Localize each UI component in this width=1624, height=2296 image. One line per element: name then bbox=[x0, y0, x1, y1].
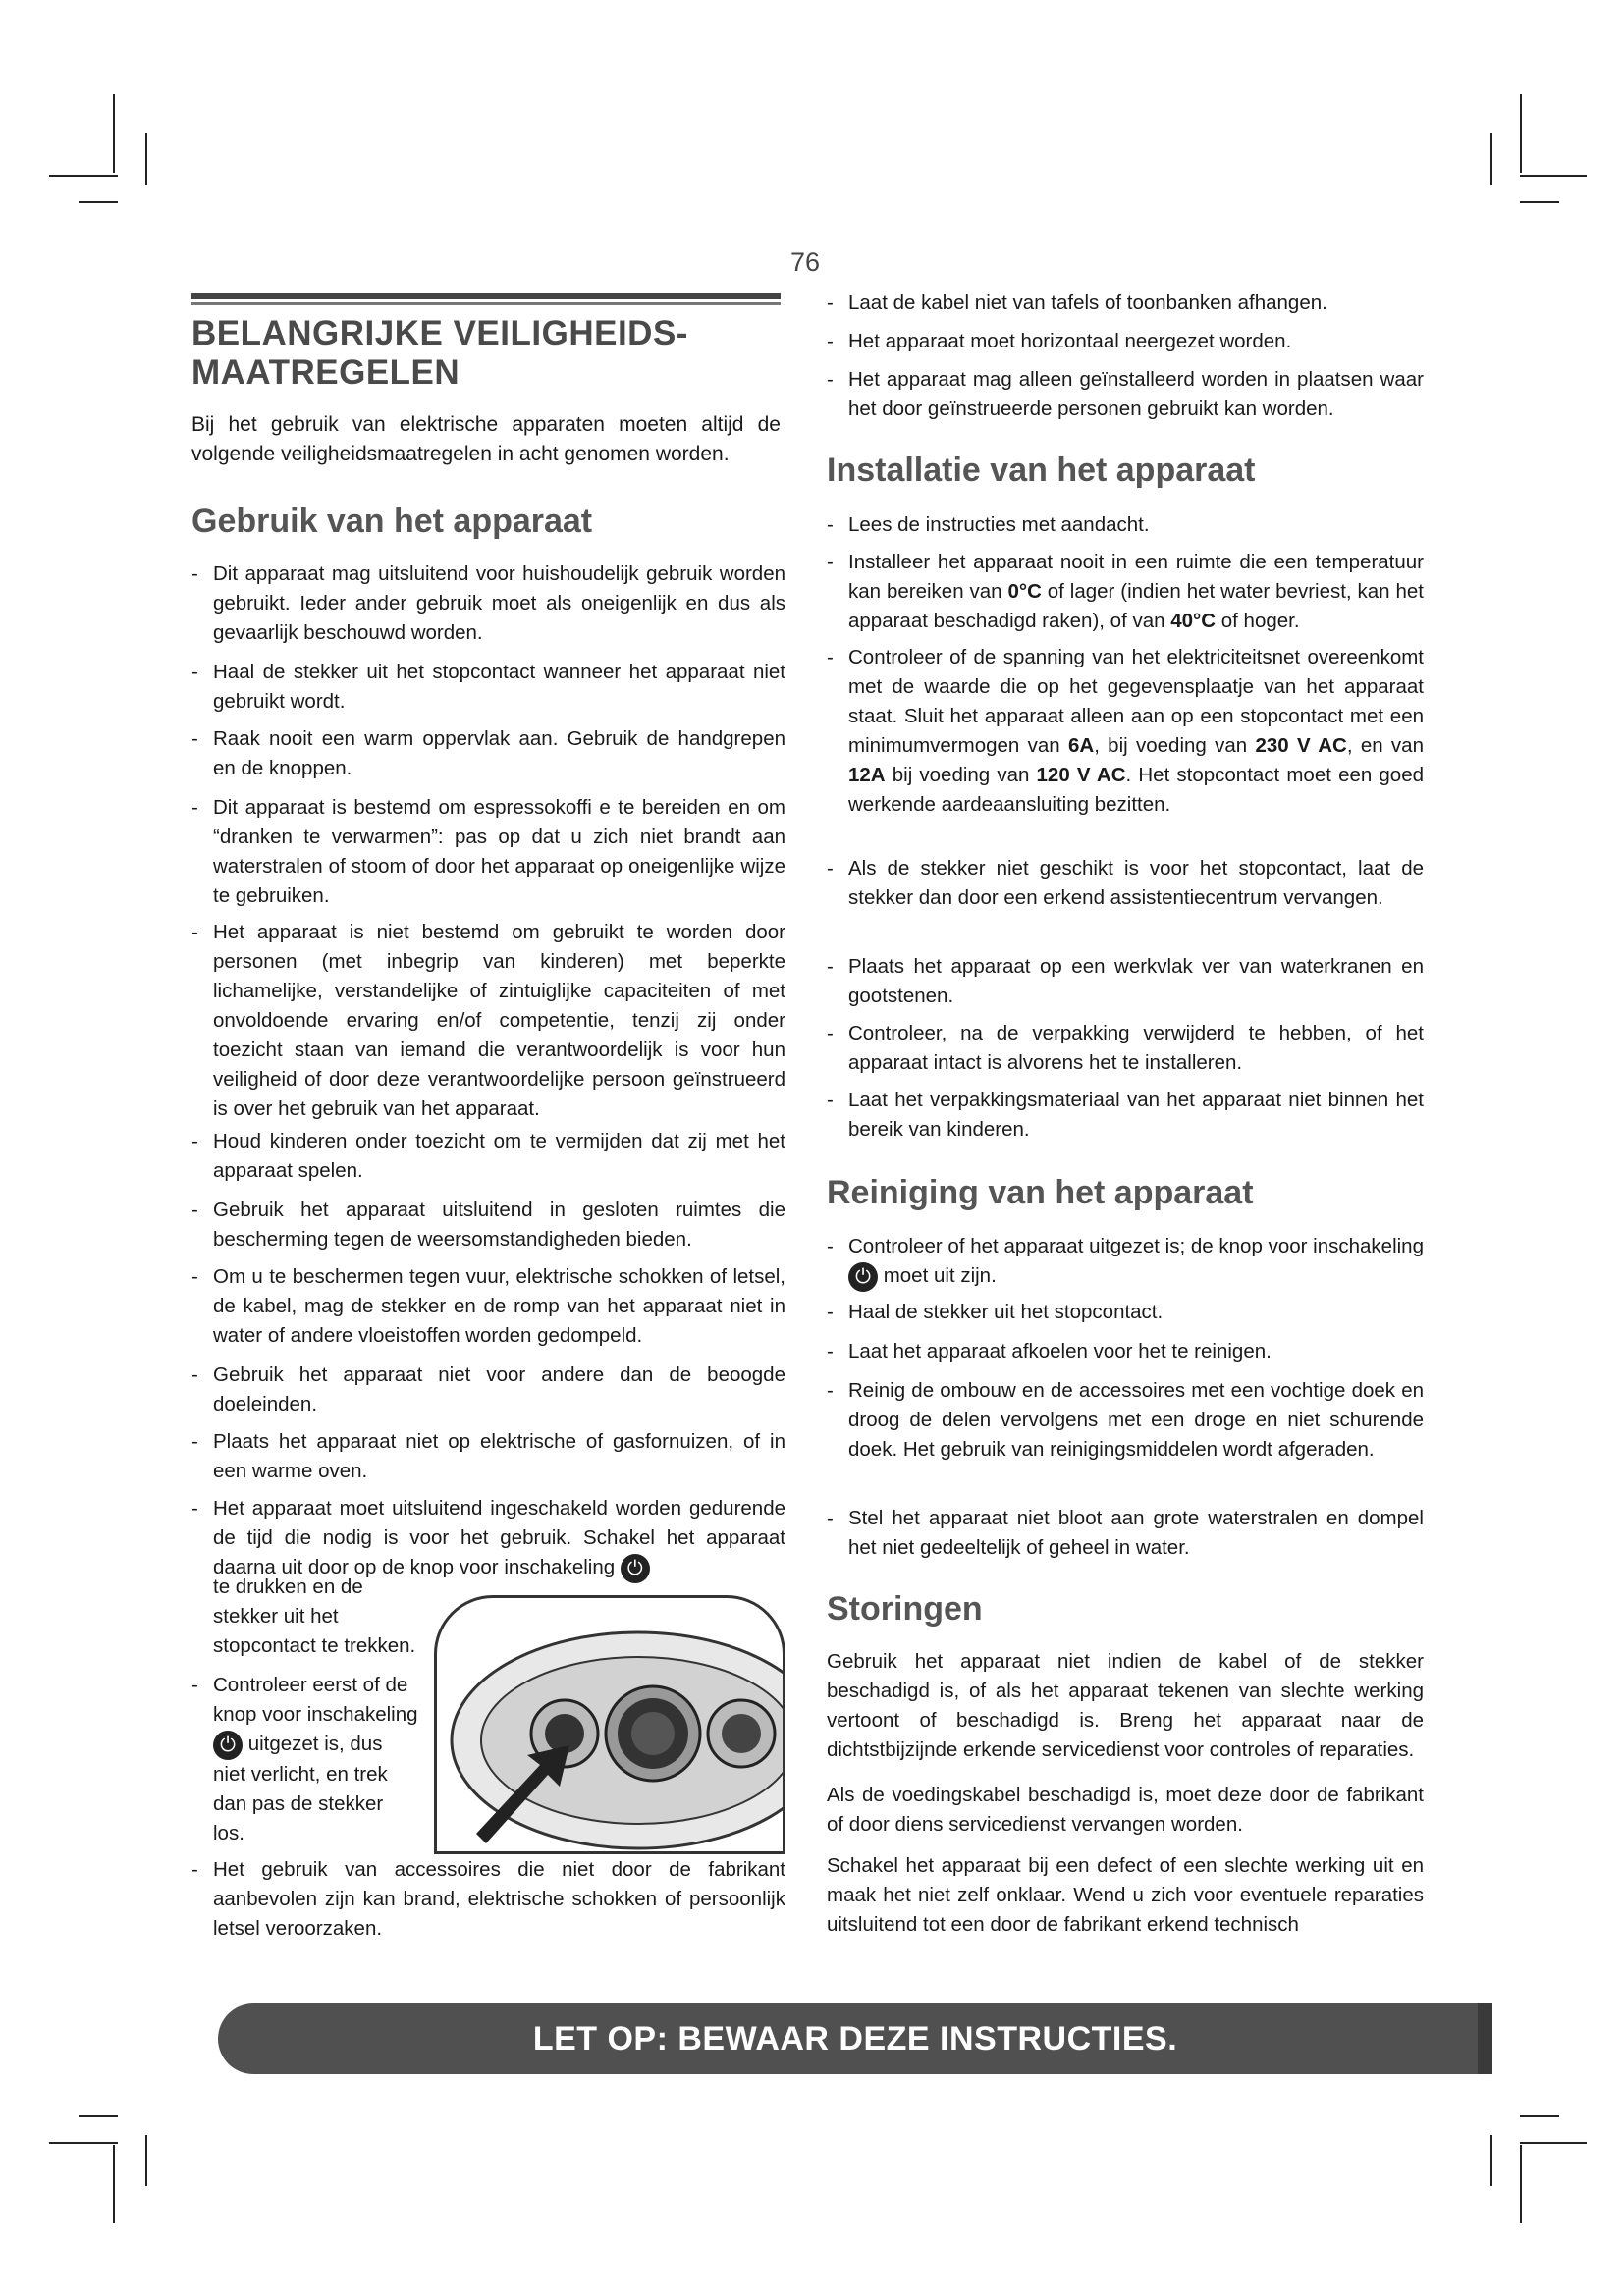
list-item: - Het gebruik van accessoires die niet door de fabrikant aanbevolen zijn kan brand, elektrische schokken of persoonlijk letsel veroorzaken. bbox=[191, 1858, 785, 1940]
crop-mark bbox=[113, 94, 115, 173]
list-item: - Laat de kabel niet van tafels of toonbanken afhangen. bbox=[827, 292, 1327, 314]
faults-paragraph: Gebruik het apparaat niet indien de kabel of de stekker beschadigd is, of als het apparaat tekenen van slechte werking vertoont of beschadigd is. Breng het apparaat naar de dichtstbijzijnde erkende servicedienst voor controles of reparaties. bbox=[827, 1650, 1424, 1761]
intro-paragraph: Bij het gebruik van elektrische apparaten moeten altijd de volgende veiligheidsmaatregelen in acht genomen worden. bbox=[191, 413, 781, 465]
section-heading-faults: Storingen bbox=[827, 1590, 983, 1628]
main-title bbox=[191, 314, 781, 393]
list-item: - Haal de stekker uit het stopcontact. bbox=[827, 1301, 1164, 1323]
crop-mark bbox=[49, 2142, 118, 2144]
voltage-120: 120 V AC bbox=[1036, 764, 1126, 786]
faults-paragraph: Als de voedingskabel beschadigd is, moet deze door de fabrikant of door diens servicedienst vervangen worden. bbox=[827, 1784, 1424, 1836]
list-item: - Houd kinderen onder toezicht om te vermijden dat zij met het apparaat spelen. bbox=[191, 1130, 785, 1182]
crop-mark bbox=[1520, 94, 1522, 173]
title-rule bbox=[191, 293, 781, 299]
list-item: - Gebruik het apparaat niet voor andere dan de beoogde doeleinden. bbox=[191, 1363, 785, 1415]
list-item: - Raak nooit een warm oppervlak aan. Gebruik de handgrepen en de knoppen. bbox=[191, 727, 785, 779]
list-item: - Reinig de ombouw en de accessoires met een vochtige doek en droog de delen vervolgens met een droge en niet schurende doek. Het gebruik van reinigingsmiddelen wordt afgeraden. bbox=[827, 1379, 1424, 1461]
main-title-line-2: MAATREGELEN bbox=[191, 353, 460, 392]
list-item: - Stel het apparaat niet bloot aan grote waterstralen en dompel het niet gedeeltelijk of geheel in water. bbox=[827, 1507, 1424, 1559]
crop-mark bbox=[1490, 2135, 1492, 2186]
list-item: - Het apparaat is niet bestemd om gebruikt te worden door personen (met inbegrip van kinderen) met beperkte lichamelijke, verstandelijke of zintuiglijke capaciteiten of met onvoldoende ervaring en/of competentie, tenzij zij onder toezicht staan van iemand die verantwoordelijk is voor hun veiligheid of door deze verantwoordelijke persoon geïnstrueerd is over het gebruik van het apparaat. bbox=[191, 921, 785, 1120]
crop-mark bbox=[145, 133, 147, 185]
list-item: - Controleer, na de verpakking verwijderd te hebben, of het apparaat intact is alvorens het te installeren. bbox=[827, 1022, 1424, 1074]
crop-mark bbox=[1520, 2145, 1522, 2223]
section-heading-use: Gebruik van het apparaat bbox=[191, 503, 593, 540]
title-rule-thin bbox=[191, 302, 781, 305]
list-item: - Gebruik het apparaat uitsluitend in gesloten ruimtes die bescherming tegen de weersomstandigheden bieden. bbox=[191, 1199, 785, 1251]
list-item: - Lees de instructies met aandacht. bbox=[827, 513, 1150, 536]
list-item-continued: te drukken en de stekker uit het stopcontact te trekken. bbox=[213, 1575, 416, 1657]
list-item: - Dit apparaat mag uitsluitend voor huishoudelijk gebruik worden gebruikt. Ieder ander gebruik moet als oneigenlijk en dus als gevaarlijk beschouwd worden. bbox=[191, 562, 785, 644]
crop-mark bbox=[1490, 133, 1492, 185]
crop-mark bbox=[79, 201, 118, 203]
temp-min: 0°C bbox=[1007, 580, 1042, 603]
crop-mark bbox=[1520, 2115, 1559, 2117]
crop-mark bbox=[1520, 175, 1587, 177]
crop-mark bbox=[113, 2145, 115, 2223]
list-item: - Controleer of de spanning van het elektriciteitsnet overeenkomt met de waarde die op het gegevensplaatje van het apparaat staat. Sluit het apparaat alleen aan op een stopcontact met een minimumvermogen van 6A, bij voeding van 230 V AC, en van 12A bij voeding van 120 V AC. Het stopcontact moet een goed werkende aardeaansluiting bezitten. bbox=[827, 646, 1425, 816]
list-item: - Het apparaat moet horizontaal neergezet worden. bbox=[827, 330, 1292, 352]
list-item: - Plaats het apparaat op een werkvlak ver van waterkranen en gootstenen. bbox=[827, 955, 1424, 1007]
faults-paragraph: Schakel het apparaat bij een defect of een slechte werking uit en maak het niet zelf onklaar. Wend u zich voor eventuele reparaties uitsluitend tot een door de fabrikant erkend technisch bbox=[827, 1854, 1424, 1936]
footer-banner-edge bbox=[1478, 2003, 1492, 2074]
list-item: - Laat het apparaat afkoelen voor het te reinigen. bbox=[827, 1340, 1272, 1362]
section-heading-install: Installatie van het apparaat bbox=[827, 452, 1256, 489]
list-item: - Plaats het apparaat niet op elektrische of gasfornuizen, of in een warme oven. bbox=[191, 1430, 785, 1482]
section-heading-clean: Reiniging van het apparaat bbox=[827, 1174, 1254, 1211]
list-item: - Het apparaat moet uitsluitend ingeschakeld worden gedurende de tijd die nodig is voor het gebruik. Schakel het apparaat daarna uit door op de knop voor inschakeling ⏻ bbox=[213, 1494, 785, 1583]
list-item: - Dit apparaat is bestemd om espressokoffi e te bereiden en om “dranken te verwarmen”: pas op dat u zich niet brandt aan waterstralen of stoom of door het apparaat op oneigenlijke wijze te gebruiken. bbox=[191, 796, 785, 907]
list-item: - Installeer het apparaat nooit in een ruimte die een temperatuur kan bereiken van 0°C of lager (indien het water bevriest, kan het apparaat beschadigd raken), of van 40°C of hoger. bbox=[827, 551, 1424, 632]
page-number: 76 bbox=[789, 247, 821, 277]
current-12a: 12A bbox=[848, 764, 886, 786]
list-item: - Controleer eerst of de knop voor inschakeling ⏻ uitgezet is, dus niet verlicht, en trek dan pas de stekker los. bbox=[191, 1674, 418, 1844]
power-icon: ⏻ bbox=[621, 1554, 650, 1583]
list-item: - Haal de stekker uit het stopcontact wanneer het apparaat niet gebruikt wordt. bbox=[191, 661, 785, 713]
crop-mark bbox=[145, 2135, 147, 2186]
crop-mark bbox=[1520, 201, 1559, 203]
list-item: - Als de stekker niet geschikt is voor het stopcontact, laat de stekker dan door een erkend assistentiecentrum vervangen. bbox=[827, 857, 1424, 909]
power-icon: ⏻ bbox=[213, 1731, 243, 1760]
crop-mark bbox=[49, 175, 118, 177]
crop-mark bbox=[1520, 2142, 1587, 2144]
voltage-230: 230 V AC bbox=[1255, 734, 1347, 757]
crop-mark bbox=[79, 2115, 118, 2117]
min-current: 6A bbox=[1067, 734, 1095, 757]
footer-banner: LET OP: BEWAAR DEZE INSTRUCTIES. bbox=[218, 2003, 1492, 2074]
list-item: - Laat het verpakkingsmateriaal van het apparaat niet binnen het bereik van kinderen. bbox=[827, 1089, 1424, 1141]
list-item: - Het apparaat mag alleen geïnstalleerd worden in plaatsen waar het door geïnstrueerde personen gebruikt kan worden. bbox=[827, 368, 1424, 420]
temp-max: 40°C bbox=[1170, 610, 1217, 632]
main-title-line-1: BELANGRIJKE VEILIGHEIDS- bbox=[191, 314, 688, 352]
control-panel-drawing bbox=[437, 1598, 783, 1851]
power-icon: ⏻ bbox=[848, 1262, 878, 1292]
list-item: - Controleer of het apparaat uitgezet is; de knop voor inschakeling ⏻ moet uit zijn. bbox=[848, 1232, 1424, 1292]
list-item: - Om u te beschermen tegen vuur, elektrische schokken of letsel, de kabel, mag de stekker en de romp van het apparaat niet in water of andere vloeistoffen worden gedompeld. bbox=[191, 1265, 785, 1347]
control-panel-illustration bbox=[434, 1595, 785, 1854]
